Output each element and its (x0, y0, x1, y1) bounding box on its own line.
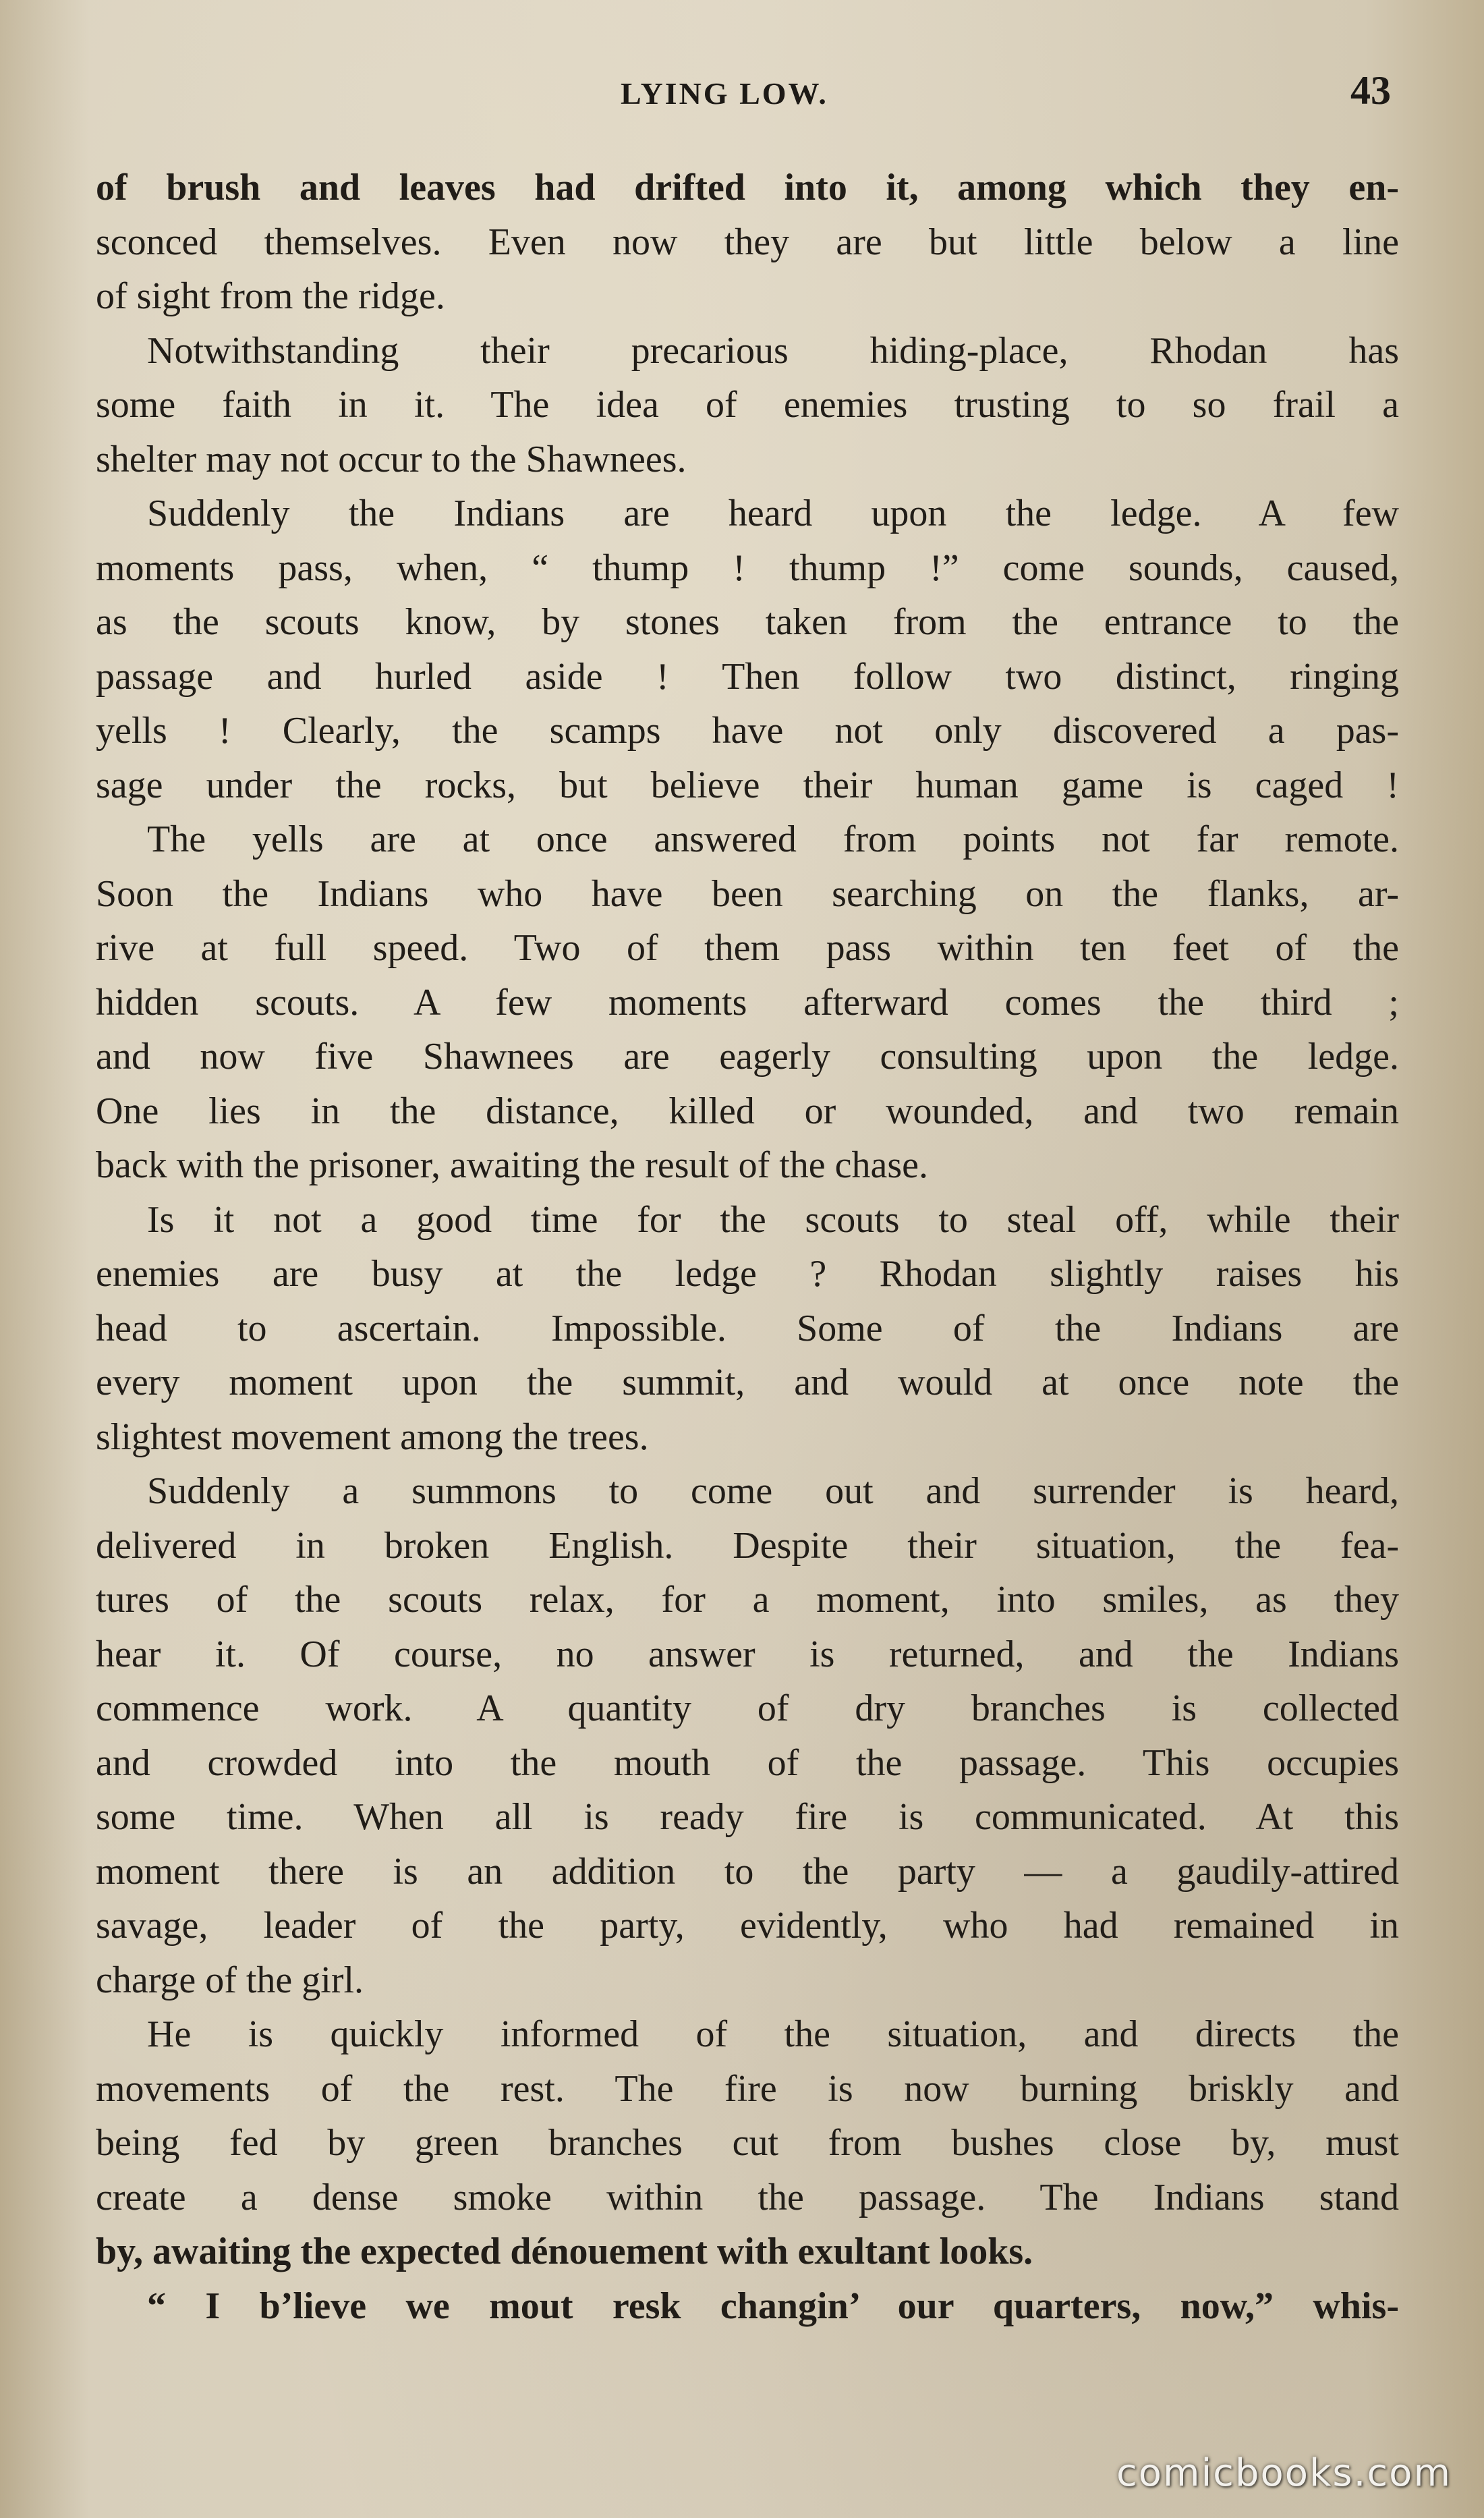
text-line: being fed by green branches cut from bushes close by, must (96, 2122, 1399, 2164)
text-line: moment there is an addition to the party — a gaudily-attired (96, 1850, 1399, 1893)
text-line: enemies are busy at the ledge ? Rhodan slightly raises his (96, 1253, 1399, 1295)
text-line: and now five Shawnees are eagerly consulting upon the ledge. (96, 1036, 1399, 1078)
text-line: hear it. Of course, no answer is returned, and the Indians (96, 1633, 1399, 1675)
text-line: and crowded into the mouth of the passage. This occupies (96, 1741, 1399, 1784)
paragraph-start: Suddenly a summons to come out and surrender is heard, (147, 1470, 1399, 1512)
paragraph-start: Suddenly the Indians are heard upon the ledge. A few (147, 493, 1399, 534)
page-number: 43 (1350, 68, 1391, 113)
text-line: back with the prisoner, awaiting the result of the chase. (96, 1144, 929, 1186)
running-head: LYING LOW. (621, 76, 828, 111)
text-line: sconced themselves. Even now they are but little below a line (96, 221, 1399, 263)
text-line: moments pass, when, “ thump ! thump !” come sounds, caused, (96, 547, 1399, 589)
text-line: every moment upon the summit, and would at once note the (96, 1362, 1399, 1403)
text-line: hidden scouts. A few moments afterward comes the third ; (96, 981, 1399, 1024)
text-line: as the scouts know, by stones taken from the entrance to the (96, 601, 1399, 643)
paragraph-start: Notwithstanding their precarious hiding-place, Rhodan has (147, 329, 1399, 372)
paragraph-start: Is it not a good time for the scouts to steal off, while their (147, 1198, 1399, 1241)
text-line: some time. When all is ready fire is communicated. At this (96, 1796, 1399, 1838)
text-line: commence work. A quantity of dry branches is collected (96, 1687, 1399, 1729)
text-line: slightest movement among the trees. (96, 1416, 649, 1458)
text-line: rive at full speed. Two of them pass within ten feet of the (96, 927, 1399, 969)
site-watermark: comicbooks.com (1116, 2451, 1452, 2495)
text-line: create a dense smoke within the passage. The Indians stand (96, 2176, 1399, 2218)
text-line: delivered in broken English. Despite their situation, the fea- (96, 1524, 1399, 1567)
body-text (96, 161, 1399, 2333)
text-line: of brush and leaves had drifted into it, among which they en- (96, 167, 1399, 208)
text-line: of sight from the ridge. (96, 275, 445, 317)
paragraph-start: The yells are at once answered from points not far remote. (147, 818, 1399, 860)
text-line: shelter may not occur to the Shawnees. (96, 438, 687, 480)
text-line: some faith in it. The idea of enemies trusting to so frail a (96, 384, 1399, 426)
paragraph-start: “ I b’lieve we mout resk changin’ our quarters, now,” whis- (147, 2285, 1399, 2327)
text-line: yells ! Clearly, the scamps have not only discovered a pas- (96, 710, 1399, 752)
text-line: One lies in the distance, killed or wounded, and two remain (96, 1090, 1399, 1132)
text-line: movements of the rest. The fire is now burning briskly and (96, 2067, 1399, 2110)
paragraph-start: He is quickly informed of the situation, and directs the (147, 2013, 1399, 2055)
text-line: savage, leader of the party, evidently, who had remained in (96, 1905, 1399, 1947)
text-line: by, awaiting the expected dénouement with exultant looks. (96, 2231, 1033, 2272)
text-line: Soon the Indians who have been searching on the flanks, ar- (96, 872, 1399, 915)
text-line: head to ascertain. Impossible. Some of the Indians are (96, 1307, 1399, 1349)
text-line: passage and hurled aside ! Then follow two distinct, ringing (96, 655, 1399, 698)
text-line: charge of the girl. (96, 1959, 364, 2001)
text-line: tures of the scouts relax, for a moment, into smiles, as they (96, 1579, 1399, 1621)
text-line: sage under the rocks, but believe their human game is caged ! (96, 764, 1399, 806)
